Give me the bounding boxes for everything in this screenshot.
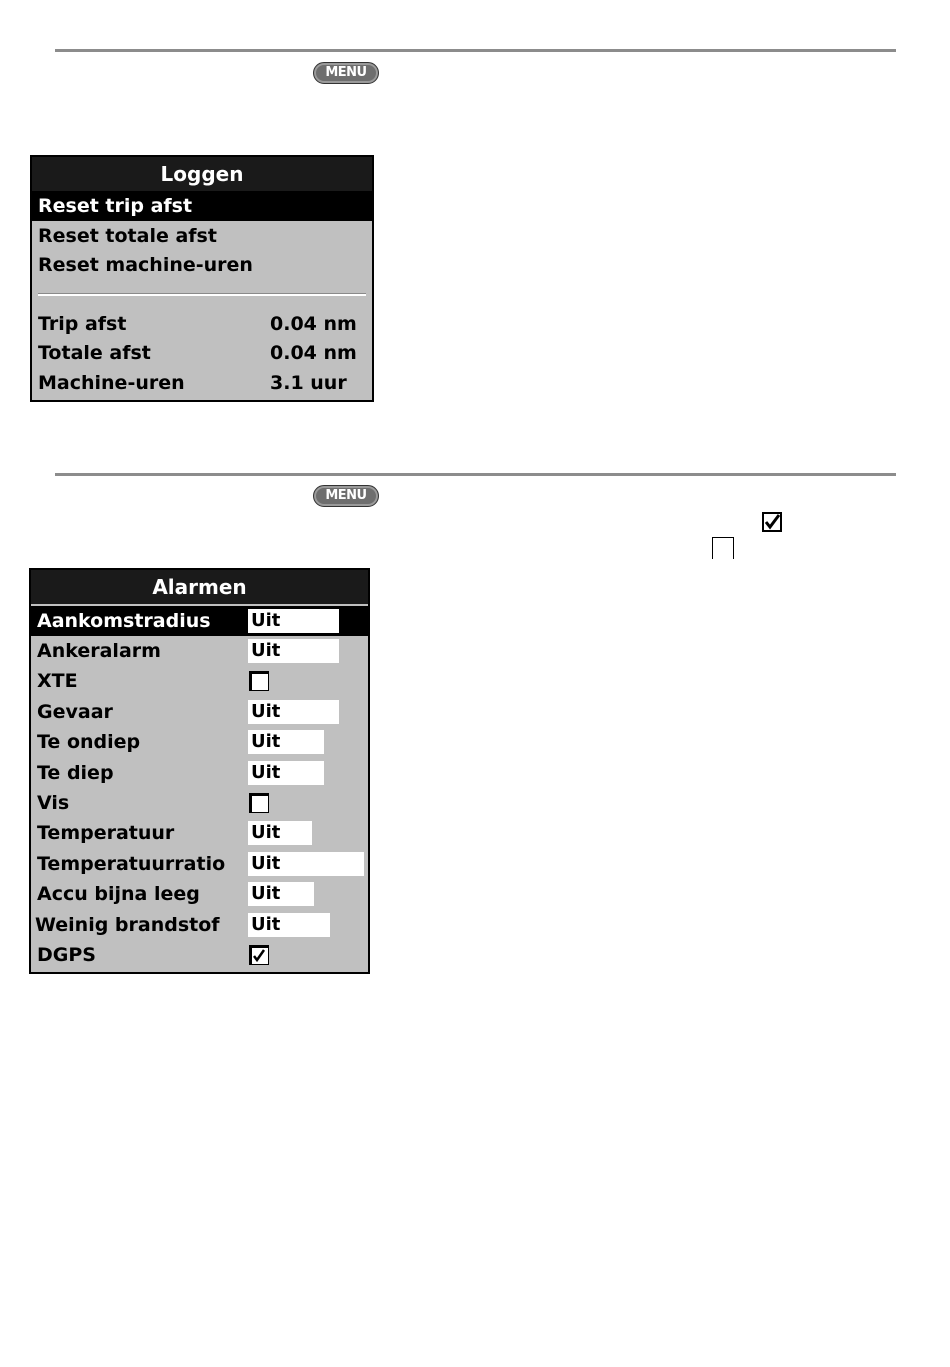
alarm-label: Vis bbox=[37, 792, 70, 814]
reset-trip-label: Reset trip afst bbox=[38, 195, 193, 217]
alarm-row-brandstof[interactable] bbox=[31, 910, 368, 940]
stat-total-row bbox=[32, 338, 372, 368]
reset-total-button[interactable] bbox=[32, 221, 372, 251]
stat-hours-value: 3.1 uur bbox=[270, 372, 347, 394]
alarm-row-ankeralarm[interactable] bbox=[31, 636, 368, 666]
alarm-label: Aankomstradius bbox=[37, 610, 211, 632]
menu-button[interactable]: MENU bbox=[313, 62, 379, 84]
menu-button[interactable]: MENU bbox=[313, 485, 379, 507]
alarm-value-field[interactable]: Uit bbox=[248, 821, 312, 845]
alarm-row-temperatuur[interactable] bbox=[31, 818, 368, 848]
loggen-divider bbox=[38, 293, 366, 296]
alarm-label: Temperatuur bbox=[37, 822, 175, 844]
alarm-value-field[interactable]: Uit bbox=[248, 852, 364, 876]
alarm-label: Te diep bbox=[37, 762, 114, 784]
alarm-label: DGPS bbox=[37, 944, 96, 966]
checkbox-checked-icon bbox=[762, 512, 782, 532]
stat-total-value: 0.04 nm bbox=[270, 342, 357, 364]
vis-checkbox[interactable] bbox=[249, 793, 269, 813]
alarm-value-field[interactable]: Uit bbox=[248, 639, 339, 663]
reset-hours-button[interactable] bbox=[32, 250, 372, 280]
reset-trip-button[interactable] bbox=[32, 191, 372, 221]
reset-total-label: Reset totale afst bbox=[38, 225, 217, 247]
alarm-value-field[interactable]: Uit bbox=[248, 609, 339, 633]
stat-hours-label: Machine-uren bbox=[38, 372, 185, 394]
stat-total-label: Totale afst bbox=[38, 342, 151, 364]
alarm-value-field[interactable]: Uit bbox=[248, 913, 330, 937]
alarmen-panel bbox=[29, 568, 370, 974]
loggen-title: Loggen bbox=[32, 157, 372, 193]
alarm-row-aankomstradius[interactable] bbox=[31, 606, 368, 636]
checkbox-unchecked-icon bbox=[712, 537, 734, 559]
alarm-value-field[interactable]: Uit bbox=[248, 882, 314, 906]
alarm-row-accu[interactable] bbox=[31, 879, 368, 909]
alarm-label: XTE bbox=[37, 670, 78, 692]
alarm-row-te-diep[interactable] bbox=[31, 758, 368, 788]
alarm-value-field[interactable]: Uit bbox=[248, 700, 339, 724]
alarm-label: Ankeralarm bbox=[37, 640, 161, 662]
section-divider bbox=[55, 473, 896, 476]
dgps-checkbox[interactable] bbox=[249, 945, 269, 965]
alarm-value-field[interactable]: Uit bbox=[248, 761, 324, 785]
alarm-label: Accu bijna leeg bbox=[37, 883, 200, 905]
alarm-row-xte[interactable] bbox=[31, 666, 368, 696]
alarm-label: Gevaar bbox=[37, 701, 113, 723]
alarm-row-dgps[interactable] bbox=[31, 940, 368, 970]
alarm-row-vis[interactable] bbox=[31, 788, 368, 818]
checkmark-icon bbox=[250, 946, 268, 964]
alarm-label: Te ondiep bbox=[37, 731, 141, 753]
section-divider bbox=[55, 49, 896, 52]
alarm-label: Temperatuurratio bbox=[37, 853, 226, 875]
stat-trip-row bbox=[32, 309, 372, 339]
loggen-panel bbox=[30, 155, 374, 402]
stat-hours-row bbox=[32, 368, 372, 398]
alarmen-title: Alarmen bbox=[31, 570, 368, 606]
stat-trip-label: Trip afst bbox=[38, 313, 127, 335]
xte-checkbox[interactable] bbox=[249, 671, 269, 691]
alarm-label: Weinig brandstof bbox=[35, 914, 220, 936]
stat-trip-value: 0.04 nm bbox=[270, 313, 357, 335]
alarm-row-gevaar[interactable] bbox=[31, 697, 368, 727]
alarm-row-te-ondiep[interactable] bbox=[31, 727, 368, 757]
alarm-row-temperatuurratio[interactable] bbox=[31, 849, 368, 879]
reset-hours-label: Reset machine-uren bbox=[38, 254, 253, 276]
alarm-value-field[interactable]: Uit bbox=[248, 730, 324, 754]
